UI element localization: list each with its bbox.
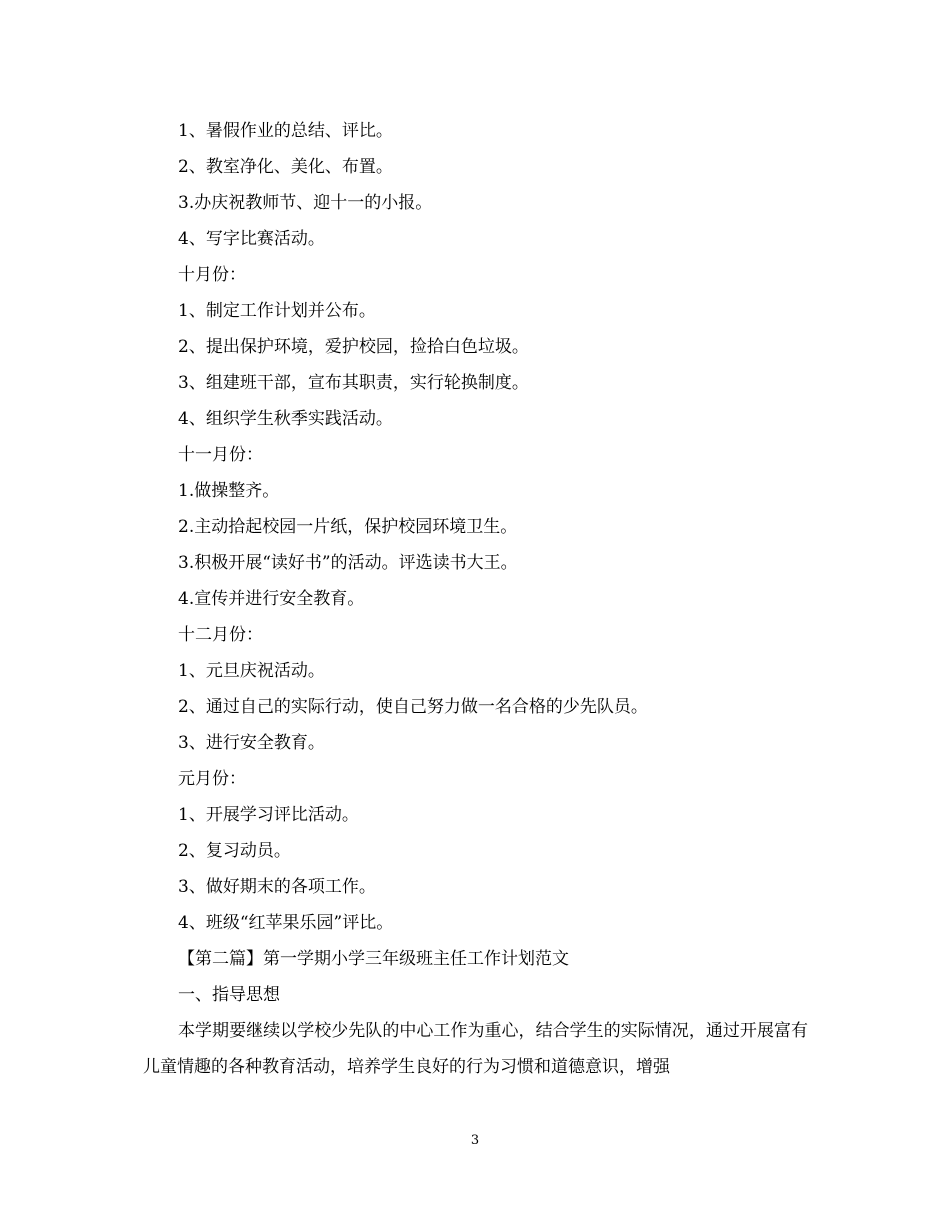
section-heading-guiding-thought: 一、指导思想 xyxy=(178,985,280,1005)
text-line: 3、做好期末的各项工作。 xyxy=(178,877,376,897)
page-number: 3 xyxy=(470,1133,480,1148)
text-line: 3.积极开展“读好书”的活动。评选读书大王。 xyxy=(178,553,518,573)
text-line: 3.办庆祝教师节、迎十一的小报。 xyxy=(178,193,433,213)
text-line: 1、制定工作计划并公布。 xyxy=(178,301,376,321)
body-paragraph: 本学期要继续以学校少先队的中心工作为重心，结合学生的实际情况，通过开展富有儿童情趣的各种教育活动，培养学生良好的行为习惯和道德意识，增强 xyxy=(143,1021,808,1077)
article-title: 【第二篇】第一学期小学三年级班主任工作计划范文 xyxy=(178,949,569,969)
text-line: 4、班级“红苹果乐园”评比。 xyxy=(178,913,394,933)
text-line: 2、提出保护环境，爱护校园，捡拾白色垃圾。 xyxy=(178,337,529,357)
section-heading-november: 十一月份： xyxy=(178,445,263,465)
text-line: 2.主动拾起校园一片纸，保护校园环境卫生。 xyxy=(178,517,518,537)
text-line: 3、进行安全教育。 xyxy=(178,733,325,753)
text-line: 1、暑假作业的总结、评比。 xyxy=(178,121,393,141)
text-line: 4、组织学生秋季实践活动。 xyxy=(178,409,393,429)
text-line: 4、写字比赛活动。 xyxy=(178,229,325,249)
text-line: 1.做操整齐。 xyxy=(178,481,280,501)
text-line: 1、元旦庆祝活动。 xyxy=(178,661,325,681)
text-line: 2、通过自己的实际行动，使自己努力做一名合格的少先队员。 xyxy=(178,697,648,717)
section-heading-december: 十二月份： xyxy=(178,625,263,645)
section-heading-january: 元月份： xyxy=(178,769,246,789)
text-line: 4.宣传并进行安全教育。 xyxy=(178,589,365,609)
text-line: 1、开展学习评比活动。 xyxy=(178,805,359,825)
text-line: 2、复习动员。 xyxy=(178,841,291,861)
text-line: 2、教室净化、美化、布置。 xyxy=(178,157,393,177)
page-content xyxy=(143,113,808,1085)
section-heading-october: 十月份： xyxy=(178,265,246,285)
text-line: 3、组建班干部，宣布其职责，实行轮换制度。 xyxy=(178,373,529,393)
